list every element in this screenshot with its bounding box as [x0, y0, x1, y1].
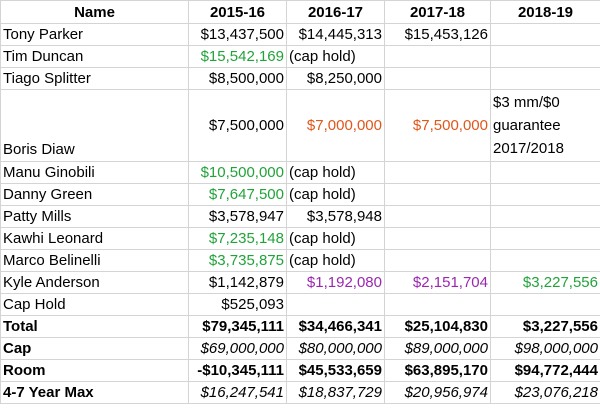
player-name: Danny Green [1, 184, 189, 206]
salary-cell [385, 46, 491, 68]
header-2015-16: 2015-16 [189, 1, 287, 24]
room-cell: $63,895,170 [385, 360, 491, 382]
cap-hold-note: (cap hold) [287, 228, 385, 250]
header-2018-19: 2018-19 [491, 1, 600, 24]
total-cell: $34,466,341 [287, 316, 385, 338]
table-row [1, 46, 600, 68]
table-row [1, 250, 600, 272]
table-row [1, 68, 600, 90]
table-row [1, 162, 600, 184]
player-name: Tim Duncan [1, 46, 189, 68]
cap-hold-note: (cap hold) [287, 46, 385, 68]
room-cell: $45,533,659 [287, 360, 385, 382]
player-name: Cap Hold [1, 294, 189, 316]
salary-cell [385, 184, 491, 206]
salary-cell: $3,735,875 [189, 250, 287, 272]
salary-cell [491, 46, 600, 68]
salary-cell: $525,093 [189, 294, 287, 316]
total-cell: $3,227,556 [491, 316, 600, 338]
salary-cell [385, 250, 491, 272]
max-cell: $23,076,218 [491, 382, 600, 404]
cap-row [1, 338, 600, 360]
salary-cell: $2,151,704 [385, 272, 491, 294]
header-2016-17: 2016-17 [287, 1, 385, 24]
table-row [1, 90, 600, 162]
salary-cell: $7,500,000 [385, 90, 491, 162]
salary-cell [491, 184, 600, 206]
salary-cell [491, 24, 600, 46]
header-name: Name [1, 1, 189, 24]
player-name: Tony Parker [1, 24, 189, 46]
total-row [1, 316, 600, 338]
table-row [1, 272, 600, 294]
salary-cell [385, 162, 491, 184]
player-name: Kawhi Leonard [1, 228, 189, 250]
summary-label: Cap [1, 338, 189, 360]
player-name: Tiago Splitter [1, 68, 189, 90]
total-cell: $79,345,111 [189, 316, 287, 338]
table-row [1, 184, 600, 206]
cap-hold-note: (cap hold) [287, 184, 385, 206]
room-cell: $94,772,444 [491, 360, 600, 382]
salary-cell: $7,000,000 [287, 90, 385, 162]
salary-cell: $15,542,169 [189, 46, 287, 68]
salary-cell [385, 228, 491, 250]
salary-cell [491, 68, 600, 90]
salary-cell: $14,445,313 [287, 24, 385, 46]
salary-cell: $15,453,126 [385, 24, 491, 46]
cap-cell: $80,000,000 [287, 338, 385, 360]
cap-hold-note: (cap hold) [287, 250, 385, 272]
salary-cell: $3,578,948 [287, 206, 385, 228]
max-cell: $16,247,541 [189, 382, 287, 404]
salary-cell: $7,235,148 [189, 228, 287, 250]
player-name: Patty Mills [1, 206, 189, 228]
salary-cell [491, 250, 600, 272]
salary-cell [385, 206, 491, 228]
table-row [1, 206, 600, 228]
max-cell: $18,837,729 [287, 382, 385, 404]
cap-hold-note: (cap hold) [287, 162, 385, 184]
salary-cell: $3,227,556 [491, 272, 600, 294]
total-cell: $25,104,830 [385, 316, 491, 338]
salary-cell [491, 294, 600, 316]
salary-cell: $7,500,000 [189, 90, 287, 162]
summary-label: Room [1, 360, 189, 382]
salary-cell: $7,647,500 [189, 184, 287, 206]
table-row [1, 294, 600, 316]
guarantee-note: $3 mm/$0 guarantee 2017/2018 [491, 90, 600, 162]
header-2017-18: 2017-18 [385, 1, 491, 24]
table-row [1, 228, 600, 250]
salary-cell [385, 68, 491, 90]
player-name: Boris Diaw [1, 90, 189, 162]
player-name: Kyle Anderson [1, 272, 189, 294]
max-row [1, 382, 600, 404]
summary-label: Total [1, 316, 189, 338]
salary-cell [287, 294, 385, 316]
salary-cell [491, 228, 600, 250]
cap-cell: $98,000,000 [491, 338, 600, 360]
cap-cell: $69,000,000 [189, 338, 287, 360]
salary-cell: $1,142,879 [189, 272, 287, 294]
salary-cell [491, 206, 600, 228]
salary-cell: $10,500,000 [189, 162, 287, 184]
cap-cell: $89,000,000 [385, 338, 491, 360]
room-row [1, 360, 600, 382]
salary-cell: $13,437,500 [189, 24, 287, 46]
player-name: Manu Ginobili [1, 162, 189, 184]
salary-cell [491, 162, 600, 184]
max-cell: $20,956,974 [385, 382, 491, 404]
salary-cell [385, 294, 491, 316]
salary-cell: $1,192,080 [287, 272, 385, 294]
salary-cell: $8,250,000 [287, 68, 385, 90]
salary-cell: $3,578,947 [189, 206, 287, 228]
table-row [1, 24, 600, 46]
header-row [1, 1, 600, 24]
summary-label: 4-7 Year Max [1, 382, 189, 404]
salary-cell: $8,500,000 [189, 68, 287, 90]
room-cell: -$10,345,111 [189, 360, 287, 382]
player-name: Marco Belinelli [1, 250, 189, 272]
